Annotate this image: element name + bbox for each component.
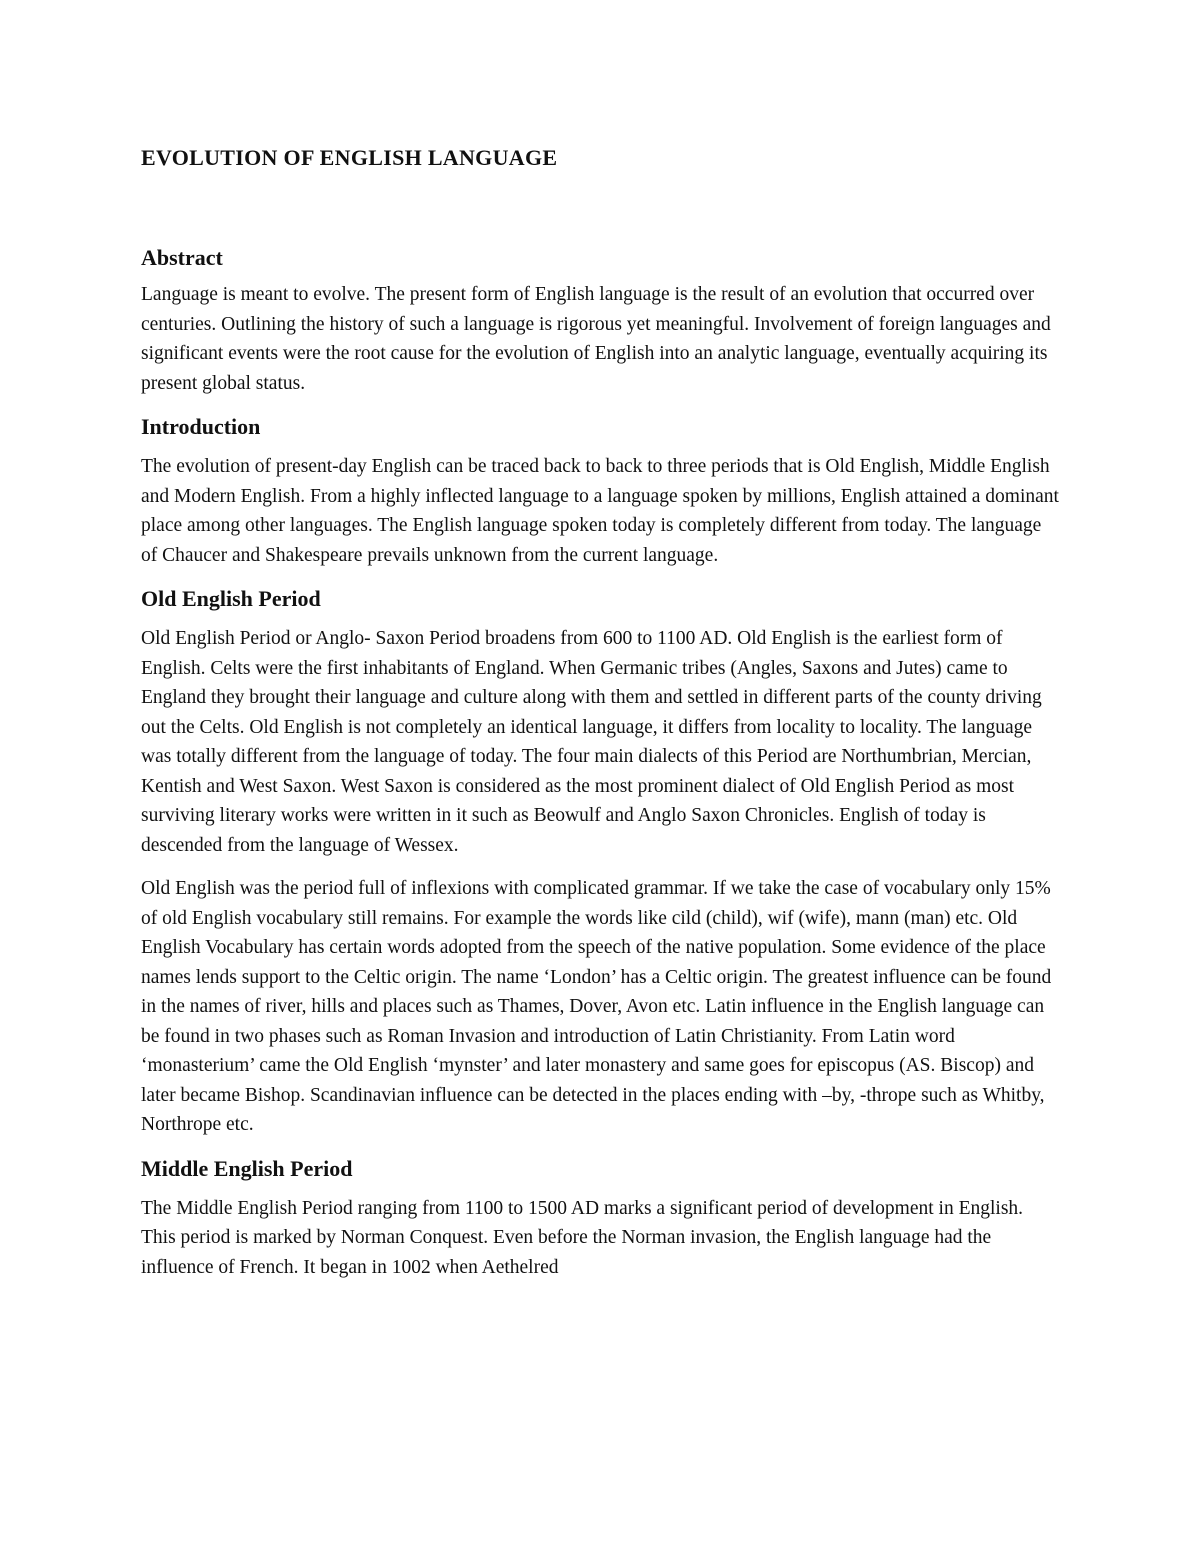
middle-english-paragraph: The Middle English Period ranging from 1100 to 1500 AD marks a significant period of development in English. This period is marked by Norman Conquest. Even before the Norman invasion, the English language had the influence of French. It began in 1002 when Aethelred xyxy=(141,1197,1024,1278)
old-english-heading: Old English Period xyxy=(141,586,321,611)
introduction-heading: Introduction xyxy=(141,414,261,439)
middle-english-heading: Middle English Period xyxy=(141,1155,353,1181)
abstract-heading: Abstract xyxy=(141,245,223,270)
introduction-paragraph: The evolution of present-day English can be traced back to back to three periods that is Old English, Middle English and Modern English. From a highly inflected language to a language spoken by millions, English attained a dominant place among other languages. The English language spoken today is completely different from today. The language of Chaucer and Shakespeare prevails unknown from the current language. xyxy=(141,456,1059,566)
document-body xyxy=(141,140,1061,1296)
old-english-paragraph-1: Old English Period or Anglo- Saxon Period broadens from 600 to 1100 AD. Old English is the earliest form of English. Celts were the first inhabitants of England. When Germanic tribes (Angles, Saxons and Jutes) came to England they brought their language and culture along with them and settled in different parts of the county driving out the Celts. Old English is not completely an identical language, it differs from locality to locality. The language was totally different from the language of today. The four main dialects of this Period are Northumbrian, Mercian, Kentish and West Saxon. West Saxon is considered as the most prominent dialect of Old English Period as most surviving literary works were written in it such as Beowulf and Anglo Saxon Chronicles. English of today is descended from the language of Wessex. xyxy=(141,628,1042,856)
old-english-paragraph-2: Old English was the period full of inflexions with complicated grammar. If we take the case of vocabulary only 15% of old English vocabulary still remains. For example the words like cild (child), wif (wife), mann (man) etc. Old English Vocabulary has certain words adopted from the speech of the native population. Some evidence of the place names lends support to the Celtic origin. The name ‘London’ has a Celtic origin. The greatest influence can be found in the names of river, hills and places such as Thames, Dover, Avon etc. Latin influence in the English language can be found in two phases such as Roman Invasion and introduction of Latin Christianity. From Latin word ‘monasterium’ came the Old English ‘mynster’ and later monastery and same goes for episcopus (AS. Biscop) and later became Bishop. Scandinavian influence can be detected in the places ending with –by, -thrope such as Whitby, Northrope etc. xyxy=(141,878,1052,1135)
document-title: EVOLUTION OF ENGLISH LANGUAGE xyxy=(141,145,558,170)
abstract-paragraph: Language is meant to evolve. The present form of English language is the result of an evolution that occurred over centuries. Outlining the history of such a language is rigorous yet meaningful. Involvement of foreign languages and significant events were the root cause for the evolution of English into an analytic language, eventually acquiring its present global status. xyxy=(141,284,1051,394)
